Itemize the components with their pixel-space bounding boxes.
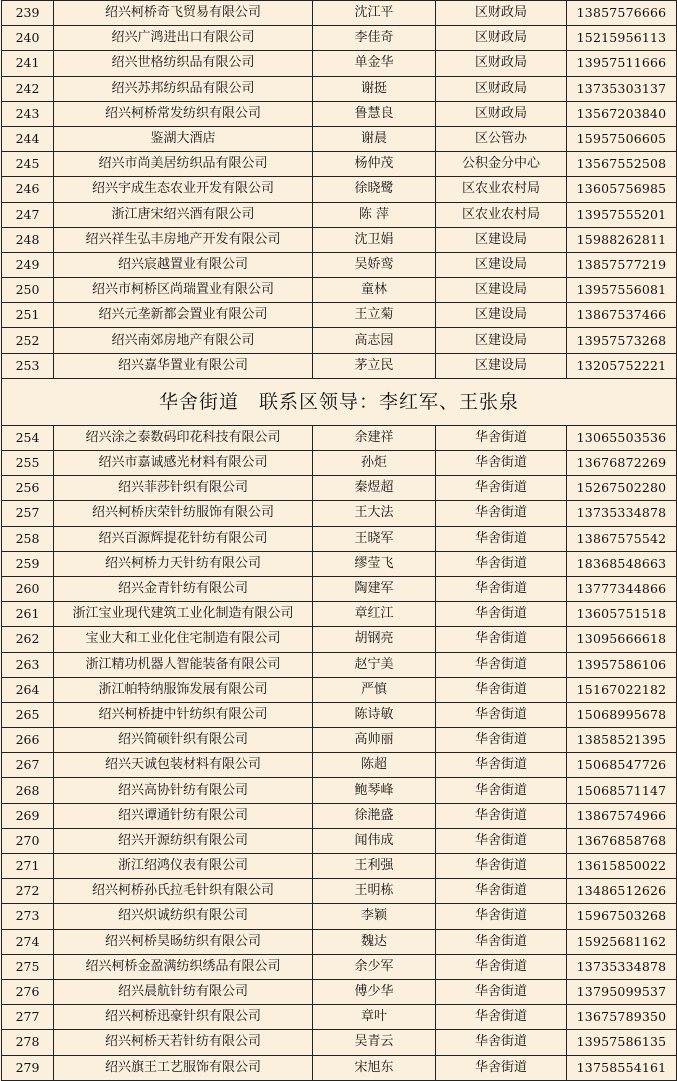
department: 华舍街道 xyxy=(436,803,567,828)
company-name: 绍兴南郊房地产有限公司 xyxy=(54,328,313,353)
section-header-group xyxy=(2,378,677,425)
contact-person: 茅立民 xyxy=(313,353,436,378)
company-name: 绍兴柯桥庆荣针纺服饰有限公司 xyxy=(54,501,313,526)
phone-number: 13867537466 xyxy=(567,303,677,328)
row-number: 261 xyxy=(2,602,54,627)
department: 华舍街道 xyxy=(436,879,567,904)
company-name: 绍兴市柯桥区尚瑞置业有限公司 xyxy=(54,278,313,303)
contact-person: 魏达 xyxy=(313,929,436,954)
table-row xyxy=(2,1030,677,1055)
phone-number: 13867574966 xyxy=(567,803,677,828)
table-row xyxy=(2,101,677,126)
row-number: 251 xyxy=(2,303,54,328)
contact-person: 鲁慧良 xyxy=(313,101,436,126)
table-row xyxy=(2,328,677,353)
contact-person: 李颖 xyxy=(313,904,436,929)
table-row xyxy=(2,778,677,803)
row-number: 250 xyxy=(2,278,54,303)
table-row xyxy=(2,576,677,601)
company-name: 浙江帕特纳服饰发展有限公司 xyxy=(54,677,313,702)
contact-person: 沈卫娟 xyxy=(313,227,436,252)
table-row xyxy=(2,26,677,51)
table-body-before xyxy=(2,1,677,379)
row-number: 244 xyxy=(2,126,54,151)
department: 区建设局 xyxy=(436,328,567,353)
table-row xyxy=(2,1,677,26)
phone-number: 13486512626 xyxy=(567,879,677,904)
company-name: 绍兴广鸿进出口有限公司 xyxy=(54,26,313,51)
contact-person: 徐滟盛 xyxy=(313,803,436,828)
table-row xyxy=(2,1055,677,1080)
contact-person: 王晓军 xyxy=(313,526,436,551)
row-number: 255 xyxy=(2,451,54,476)
phone-number: 13735303137 xyxy=(567,76,677,101)
phone-number: 13957556081 xyxy=(567,278,677,303)
table-row xyxy=(2,1005,677,1030)
company-name: 绍兴世格纺织品有限公司 xyxy=(54,51,313,76)
company-name: 浙江唐宋绍兴酒有限公司 xyxy=(54,202,313,227)
row-number: 254 xyxy=(2,425,54,450)
phone-number: 13095666618 xyxy=(567,627,677,652)
row-number: 241 xyxy=(2,51,54,76)
contact-person: 章红江 xyxy=(313,602,436,627)
contact-person: 傅少华 xyxy=(313,979,436,1004)
contact-person: 陶建军 xyxy=(313,576,436,601)
contact-person: 徐晓鹭 xyxy=(313,177,436,202)
contact-person: 高帅丽 xyxy=(313,728,436,753)
row-number: 266 xyxy=(2,728,54,753)
department: 华舍街道 xyxy=(436,602,567,627)
company-name: 浙江绍鸿仪表有限公司 xyxy=(54,854,313,879)
department: 华舍街道 xyxy=(436,778,567,803)
department: 区建设局 xyxy=(436,303,567,328)
department: 公积金分中心 xyxy=(436,152,567,177)
table-row xyxy=(2,425,677,450)
company-name: 绍兴柯桥孙氏拉毛针织有限公司 xyxy=(54,879,313,904)
table-row xyxy=(2,252,677,277)
phone-number: 13567552508 xyxy=(567,152,677,177)
department: 华舍街道 xyxy=(436,526,567,551)
company-name: 绍兴苏邦纺织品有限公司 xyxy=(54,76,313,101)
phone-number: 13676872269 xyxy=(567,451,677,476)
company-name: 绍兴开源纺织有限公司 xyxy=(54,828,313,853)
company-name: 绍兴简硕针织有限公司 xyxy=(54,728,313,753)
contact-person: 严慎 xyxy=(313,677,436,702)
contact-person: 王明栋 xyxy=(313,879,436,904)
phone-number: 13957586106 xyxy=(567,652,677,677)
contact-person: 吴青云 xyxy=(313,1030,436,1055)
row-number: 248 xyxy=(2,227,54,252)
department: 区建设局 xyxy=(436,252,567,277)
table-row xyxy=(2,353,677,378)
table-row xyxy=(2,76,677,101)
department: 区建设局 xyxy=(436,353,567,378)
company-name: 绍兴市嘉诚感光材料有限公司 xyxy=(54,451,313,476)
row-number: 270 xyxy=(2,828,54,853)
row-number: 279 xyxy=(2,1055,54,1080)
contact-person: 孙炬 xyxy=(313,451,436,476)
department: 华舍街道 xyxy=(436,1030,567,1055)
table-row xyxy=(2,979,677,1004)
department: 区建设局 xyxy=(436,278,567,303)
table-row xyxy=(2,202,677,227)
phone-number: 13758554161 xyxy=(567,1055,677,1080)
contact-person: 赵宁美 xyxy=(313,652,436,677)
row-number: 271 xyxy=(2,854,54,879)
contact-person: 高志园 xyxy=(313,328,436,353)
department: 区财政局 xyxy=(436,1,567,26)
department: 华舍街道 xyxy=(436,576,567,601)
contact-person: 沈江平 xyxy=(313,1,436,26)
company-name: 绍兴宇成生态农业开发有限公司 xyxy=(54,177,313,202)
phone-number: 18368548663 xyxy=(567,551,677,576)
company-name: 绍兴晨航针纺有限公司 xyxy=(54,979,313,1004)
phone-number: 13867575542 xyxy=(567,526,677,551)
table-row xyxy=(2,652,677,677)
table-row xyxy=(2,602,677,627)
phone-number: 15988262811 xyxy=(567,227,677,252)
company-name: 绍兴嘉华置业有限公司 xyxy=(54,353,313,378)
company-name: 绍兴柯桥天若针纺有限公司 xyxy=(54,1030,313,1055)
table-row xyxy=(2,177,677,202)
phone-number: 15925681162 xyxy=(567,929,677,954)
phone-number: 13735334878 xyxy=(567,501,677,526)
company-name: 绍兴旗王工艺服饰有限公司 xyxy=(54,1055,313,1080)
phone-number: 13615850022 xyxy=(567,854,677,879)
department: 华舍街道 xyxy=(436,476,567,501)
row-number: 263 xyxy=(2,652,54,677)
company-name: 绍兴祥生弘丰房地产开发有限公司 xyxy=(54,227,313,252)
department: 华舍街道 xyxy=(436,828,567,853)
department: 区财政局 xyxy=(436,101,567,126)
row-number: 257 xyxy=(2,501,54,526)
phone-number: 13605751518 xyxy=(567,602,677,627)
contact-person: 王利强 xyxy=(313,854,436,879)
contact-person: 陈 萍 xyxy=(313,202,436,227)
section-header: 华舍街道 联系区领导：李红军、王张泉 xyxy=(2,378,677,425)
company-name: 绍兴元垄新都会置业有限公司 xyxy=(54,303,313,328)
company-name: 绍兴柯桥金盈满纺织绣品有限公司 xyxy=(54,954,313,979)
company-name: 绍兴百源辉提花针纺有限公司 xyxy=(54,526,313,551)
table-row xyxy=(2,753,677,778)
table-row xyxy=(2,879,677,904)
row-number: 262 xyxy=(2,627,54,652)
table-row xyxy=(2,954,677,979)
table-row xyxy=(2,627,677,652)
company-name: 绍兴柯桥昊旸纺织有限公司 xyxy=(54,929,313,954)
company-name: 鉴湖大酒店 xyxy=(54,126,313,151)
phone-number: 13735334878 xyxy=(567,954,677,979)
table-row xyxy=(2,451,677,476)
company-name: 绍兴市尚美居纺织品有限公司 xyxy=(54,152,313,177)
contact-person: 王立菊 xyxy=(313,303,436,328)
row-number: 278 xyxy=(2,1030,54,1055)
table-row xyxy=(2,152,677,177)
department: 华舍街道 xyxy=(436,652,567,677)
section-header-row xyxy=(2,378,677,425)
department: 华舍街道 xyxy=(436,954,567,979)
row-number: 249 xyxy=(2,252,54,277)
row-number: 243 xyxy=(2,101,54,126)
contact-person: 余建祥 xyxy=(313,425,436,450)
table-row xyxy=(2,126,677,151)
table-row xyxy=(2,551,677,576)
phone-number: 13857576666 xyxy=(567,1,677,26)
company-name: 绍兴高协针纺有限公司 xyxy=(54,778,313,803)
phone-number: 13675789350 xyxy=(567,1005,677,1030)
table-row xyxy=(2,828,677,853)
table-row xyxy=(2,476,677,501)
contact-person: 谢挺 xyxy=(313,76,436,101)
phone-number: 13858521395 xyxy=(567,728,677,753)
company-name: 绍兴天诚包装材料有限公司 xyxy=(54,753,313,778)
department: 华舍街道 xyxy=(436,425,567,450)
department: 华舍街道 xyxy=(436,1005,567,1030)
phone-number: 13795099537 xyxy=(567,979,677,1004)
row-number: 277 xyxy=(2,1005,54,1030)
row-number: 268 xyxy=(2,778,54,803)
department: 华舍街道 xyxy=(436,627,567,652)
row-number: 256 xyxy=(2,476,54,501)
phone-number: 13676858768 xyxy=(567,828,677,853)
table-row xyxy=(2,803,677,828)
department: 区建设局 xyxy=(436,227,567,252)
phone-number: 13857577219 xyxy=(567,252,677,277)
company-name: 绍兴柯桥常发纺织有限公司 xyxy=(54,101,313,126)
department: 华舍街道 xyxy=(436,979,567,1004)
phone-number: 15167022182 xyxy=(567,677,677,702)
phone-number: 13065503536 xyxy=(567,425,677,450)
department: 华舍街道 xyxy=(436,854,567,879)
department: 华舍街道 xyxy=(436,702,567,727)
phone-number: 15068571147 xyxy=(567,778,677,803)
contact-person: 吴娇鸾 xyxy=(313,252,436,277)
row-number: 246 xyxy=(2,177,54,202)
row-number: 269 xyxy=(2,803,54,828)
contact-person: 杨仲茂 xyxy=(313,152,436,177)
company-name: 绍兴柯桥奇飞贸易有限公司 xyxy=(54,1,313,26)
contact-person: 宋旭东 xyxy=(313,1055,436,1080)
phone-number: 13957511666 xyxy=(567,51,677,76)
table-row xyxy=(2,728,677,753)
department: 华舍街道 xyxy=(436,677,567,702)
phone-number: 15068547726 xyxy=(567,753,677,778)
department: 区农业农村局 xyxy=(436,202,567,227)
phone-number: 13567203840 xyxy=(567,101,677,126)
table-body-after xyxy=(2,425,677,1080)
row-number: 267 xyxy=(2,753,54,778)
contact-person: 胡钢亮 xyxy=(313,627,436,652)
phone-number: 13777344866 xyxy=(567,576,677,601)
phone-number: 15215956113 xyxy=(567,26,677,51)
row-number: 273 xyxy=(2,904,54,929)
contact-person: 鲍琴峰 xyxy=(313,778,436,803)
company-name: 浙江精功机器人智能装备有限公司 xyxy=(54,652,313,677)
table-row xyxy=(2,51,677,76)
department: 区财政局 xyxy=(436,76,567,101)
contact-person: 李佳奇 xyxy=(313,26,436,51)
department: 区财政局 xyxy=(436,51,567,76)
row-number: 245 xyxy=(2,152,54,177)
row-number: 253 xyxy=(2,353,54,378)
row-number: 264 xyxy=(2,677,54,702)
department: 区财政局 xyxy=(436,26,567,51)
department: 华舍街道 xyxy=(436,1055,567,1080)
department: 区农业农村局 xyxy=(436,177,567,202)
contact-table xyxy=(1,0,677,1081)
company-name: 绍兴炽诚纺织有限公司 xyxy=(54,904,313,929)
row-number: 247 xyxy=(2,202,54,227)
table-row xyxy=(2,677,677,702)
contact-person: 秦煜超 xyxy=(313,476,436,501)
contact-person: 陈超 xyxy=(313,753,436,778)
company-name: 浙江宝业现代建筑工业化制造有限公司 xyxy=(54,602,313,627)
table-row xyxy=(2,501,677,526)
contact-person: 童林 xyxy=(313,278,436,303)
row-number: 260 xyxy=(2,576,54,601)
department: 华舍街道 xyxy=(436,551,567,576)
phone-number: 13957586135 xyxy=(567,1030,677,1055)
row-number: 274 xyxy=(2,929,54,954)
phone-number: 13957573268 xyxy=(567,328,677,353)
table-row xyxy=(2,702,677,727)
contact-person: 缪莹飞 xyxy=(313,551,436,576)
department: 华舍街道 xyxy=(436,501,567,526)
table-row xyxy=(2,303,677,328)
row-number: 239 xyxy=(2,1,54,26)
table-row xyxy=(2,227,677,252)
company-name: 绍兴宸越置业有限公司 xyxy=(54,252,313,277)
row-number: 252 xyxy=(2,328,54,353)
department: 华舍街道 xyxy=(436,451,567,476)
phone-number: 15967503268 xyxy=(567,904,677,929)
table-row xyxy=(2,526,677,551)
phone-number: 15068995678 xyxy=(567,702,677,727)
contact-person: 谢晨 xyxy=(313,126,436,151)
department: 华舍街道 xyxy=(436,753,567,778)
department: 华舍街道 xyxy=(436,728,567,753)
phone-number: 15957506605 xyxy=(567,126,677,151)
contact-person: 王大法 xyxy=(313,501,436,526)
table-row xyxy=(2,854,677,879)
table-row xyxy=(2,904,677,929)
company-name: 绍兴谭通针纺有限公司 xyxy=(54,803,313,828)
row-number: 272 xyxy=(2,879,54,904)
phone-number: 13205752221 xyxy=(567,353,677,378)
row-number: 240 xyxy=(2,26,54,51)
table-row xyxy=(2,278,677,303)
company-name: 绍兴柯桥力天针纺有限公司 xyxy=(54,551,313,576)
contact-person: 陈诗敏 xyxy=(313,702,436,727)
row-number: 258 xyxy=(2,526,54,551)
company-name: 绍兴柯桥捷中针纺织有限公司 xyxy=(54,702,313,727)
company-name: 绍兴菲莎针织有限公司 xyxy=(54,476,313,501)
department: 区公管办 xyxy=(436,126,567,151)
contact-person: 单金华 xyxy=(313,51,436,76)
contact-person: 余少军 xyxy=(313,954,436,979)
phone-number: 15267502280 xyxy=(567,476,677,501)
phone-number: 13957555201 xyxy=(567,202,677,227)
company-name: 绍兴涂之泰数码印花科技有限公司 xyxy=(54,425,313,450)
company-name: 绍兴金青针纺有限公司 xyxy=(54,576,313,601)
row-number: 275 xyxy=(2,954,54,979)
row-number: 259 xyxy=(2,551,54,576)
company-name: 绍兴柯桥迅豪针织有限公司 xyxy=(54,1005,313,1030)
department: 华舍街道 xyxy=(436,929,567,954)
row-number: 276 xyxy=(2,979,54,1004)
table-row xyxy=(2,929,677,954)
contact-person: 闻伟成 xyxy=(313,828,436,853)
company-name: 宝业大和工业化住宅制造有限公司 xyxy=(54,627,313,652)
contact-person: 章叶 xyxy=(313,1005,436,1030)
phone-number: 13605756985 xyxy=(567,177,677,202)
row-number: 265 xyxy=(2,702,54,727)
row-number: 242 xyxy=(2,76,54,101)
department: 华舍街道 xyxy=(436,904,567,929)
